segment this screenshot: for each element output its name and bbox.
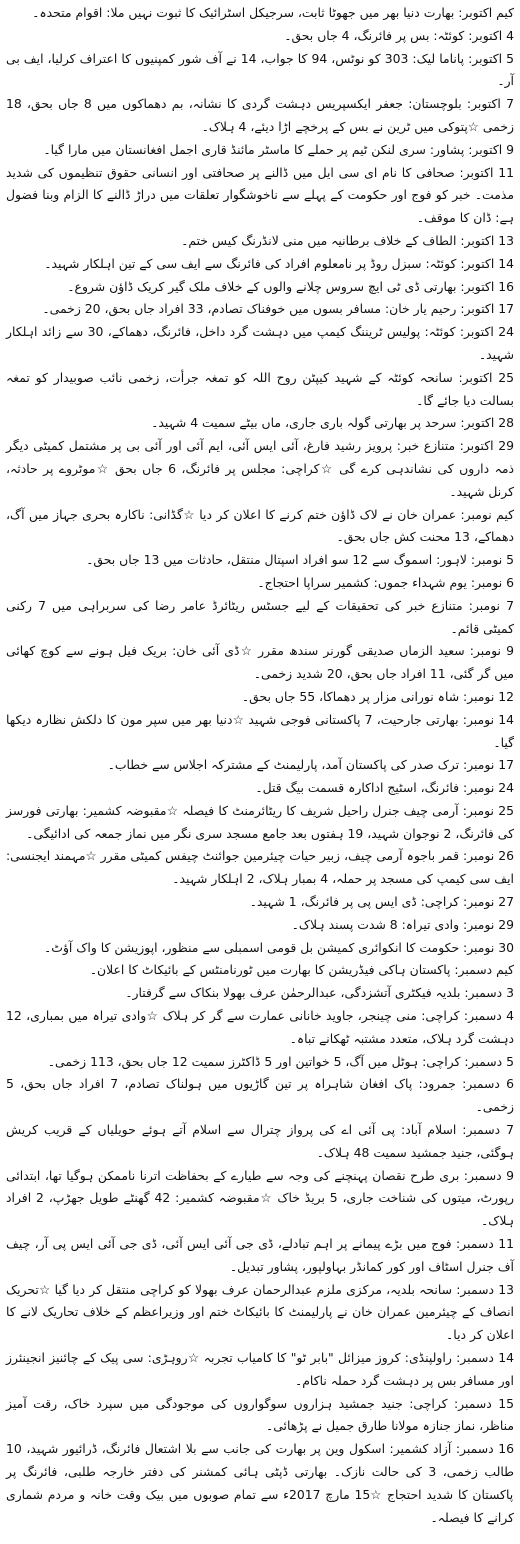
entry-nov-29: 29 نومبر: وادی تیراہ: 8 شدت پسند ہلاک۔ [291, 916, 514, 932]
entry-oct-25: 25 اکتوبر: سانحہ کوئٹہ کے شہید کیپٹن روح اللہ کو تمغہ جرأت، زخمی نائب صوبیدار کو تمغہ بسالت دیا جائے گا۔ [6, 369, 514, 408]
entry-oct-17: 17 اکتوبر: رحیم یار خان: مسافر بسوں میں خوفناک تصادم، 33 افراد جاں بحق، 20 زخمی۔ [42, 301, 514, 317]
entry-oct-9: 9 اکتوبر: پشاور: سری لنکن ٹیم پر حملے کا ماسٹر مائنڈ قاری اجمل افغانستان میں مارا گیا۔ [43, 141, 514, 157]
entry-oct-11: 11 اکتوبر: صحافی کا نام ای سی ایل میں ڈالنے پر صحافتی اور انسانی حقوق تنظیموں کی شدید مذمت۔ خبر کو فوج اور حکومت کے پہلے سے ناخوشگوار تعلقات میں دراڑ ڈالنے کا الزام وبنا فضول ہے: ڈان کا موقف۔ [6, 164, 514, 226]
entry-oct-7: 7 اکتوبر: بلوچستان: جعفر ایکسپریس دہشت گردی کا نشانہ، بم دھماکوں میں 8 جاں بحق، 18 زخمی ☆پتوکی میں ٹرین نے بس کے پرخچے اڑا دیئے، 4 ہلاک۔ [6, 96, 514, 134]
entry-oct-5: 5 اکتوبر: پاناما لیک: 303 کو نوٹس، 94 کا جواب، 14 نے آف شور کمپنیوں کا اعتراف کرلیا، ایف بی آر۔ [6, 50, 514, 89]
entry-nov-1: کیم نومبر: عمران خان نے لاک ڈاؤن ختم کرنے کا اعلان کر دیا ☆گڈانی: ناکارہ بحری جہاز میں آگ، دھماکے، 13 محنت کش جاں بحق۔ [6, 506, 514, 545]
entry-oct-29: 29 اکتوبر: متنازع خبر: پرویز رشید فارغ، آئی ایس آئی، ایم آئی اور آئی بی پر مشتمل کمیٹی دیگر ذمہ داروں کی نشاندہی کرے گی ☆کراچی: مجلس پر فائرنگ، 6 جاں بحق ☆موٹروے پر حادثہ، کرنل شہید۔ [6, 438, 514, 499]
entry-nov-12: 12 نومبر: شاہ نورانی مزار پر دھماکا، 55 جاں بحق۔ [241, 688, 514, 704]
entry-nov-7: 7 نومبر: متنازع خبر کی تحقیقات کے لیے جسٹس ریٹائرڈ عامر رضا کی سربراہی میں 7 رکنی کمیٹی قائم۔ [6, 597, 514, 636]
entry-nov-25: 25 نومبر: آرمی چیف جنرل راحیل شریف کا ریٹائرمنٹ کا فیصلہ ☆مقبوضہ کشمیر: بھارتی فورسز کی فائرنگ، 2 نوجوان شہید، 19 ہفتوں بعد جامع مسجد سری نگر میں نماز جمعہ کی ادائیگی۔ [6, 802, 514, 841]
entry-oct-28: 28 اکتوبر: سرحد پر بھارتی گولہ باری جاری، ماں بیٹے سمیت 4 شہید۔ [151, 415, 514, 431]
entry-dec-16: 16 دسمبر: آزاد کشمیر: اسکول وین پر بھارت کی جانب سے بلا اشتعال فائرنگ، ڈرائیور شہید، 10 طالب زخمی، 3 کی حالت نازک۔ بھارتی ڈپٹی ہائی کمشنر کی دفتر خارجہ طلبی، فائرنگ پر پاکستان کا شدید احتجاج ☆15 مارچ 2017ء سے تمام صوبوں میں بیک وقت خانہ و مردم شماری کرانے کا فیصلہ۔ [6, 1441, 515, 1525]
entry-oct-16: 16 اکتوبر: بھارتی ڈی ٹی ایچ سروس چلانے والوں کے خلاف ملک گیر کریک ڈاؤن شروع۔ [67, 278, 514, 294]
entry-dec-4: 4 دسمبر: کراچی: منی چینجر، جاوید خانانی عمارت سے گر کر ہلاک ☆وادی تیراہ میں بمباری، 12 دہشت گرد ہلاک، متعدد مشتبہ ٹھکانے تباہ۔ [6, 1008, 514, 1046]
entry-nov-14: 14 نومبر: بھارتی جارحیت، 7 پاکستانی فوجی شہید ☆دنیا بھر میں سپر مون کا دلکش نظارہ دیکھا گیا۔ [6, 711, 514, 750]
entry-dec-15: 15 دسمبر: کراچی: جنید جمشید ہزاروں سوگواروں کی موجودگی میں سپرد خاک، رقت آمیز مناظر، نماز جنازہ مولانا طارق جمیل نے پڑھائی۔ [6, 1395, 514, 1434]
entry-oct-14: 14 اکتوبر: کوئٹہ: سبزل روڈ پر نامعلوم افراد کی فائرنگ سے ایف سی کے تین اہلکار شہید۔ [44, 255, 514, 271]
entry-dec-5: 5 دسمبر: کراچی: ہوٹل میں آگ، 5 خواتین اور 5 ڈاکٹرز سمیت 12 جاں بحق، 113 زخمی۔ [47, 1053, 514, 1069]
entry-nov-26: 26 نومبر: قمر باجوہ آرمی چیف، زبیر حیات چیئرمین جوائنٹ چیفس کمیٹی مقرر ☆مہمند ایجنسی: ایف سی کیمپ کی مسجد پر حملہ، 4 بمبار ہلاک، 2 اہلکار شہید۔ [6, 848, 514, 887]
entry-nov-24: 24 نومبر: فائرنگ، اسٹیج اداکارہ قسمت بیگ قتل۔ [255, 780, 514, 796]
entry-nov-27: 27 نومبر: کراچی: ڈی ایس پی پر فائرنگ، 1 شہید۔ [249, 894, 514, 910]
entry-dec-1: کیم دسمبر: پاکستان ہاکی فیڈریشن کا بھارت میں ٹورنامنٹس کے بائیکاٹ کا اعلان۔ [89, 962, 514, 978]
entry-dec-14: 14 دسمبر: راولپنڈی: کروز میزائل "بابر ٹو" کا کامیاب تجربہ ☆روہڑی: سی پیک کے چائنیز انجینئرز اور مسافر بس پر دہشت گرد حملہ ناکام۔ [6, 1350, 514, 1388]
entry-nov-9: 9 نومبر: سعید الزماں صدیقی گورنر سندھ مقرر ☆ڈی آئی خان: بریک فیل ہونے سے کوچ کھائی میں گر گئی، 11 افراد جاں بحق، 20 شدید زخمی۔ [6, 643, 514, 682]
entry-oct-1: کیم اکتوبر: بھارت دنیا بھر میں جھوٹا ثابت، سرجیکل اسٹرائیک کا ثبوت نہیں ملا: اقوام متحدہ۔ [32, 5, 514, 20]
entry-oct-24: 24 اکتوبر: کوئٹہ: پولیس ٹریننگ کیمپ میں دہشت گرد داخل، فائرنگ، دھماکے، 30 سے زائد اہلکار شہید۔ [6, 324, 514, 362]
entry-nov-6: 6 نومبر: یوم شہداء جموں: کشمیر سراپا احتجاج۔ [257, 574, 514, 590]
entry-nov-5: 5 نومبر: لاہور: اسموگ سے 12 سو افراد اسپتال منتقل، حادثات میں 13 جاں بحق۔ [86, 552, 514, 568]
entry-dec-6: 6 دسمبر: جمرود: پاک افغان شاہراہ پر تین گاڑیوں میں ہولناک تصادم، 7 افراد جاں بحق، 5 زخمی۔ [6, 1076, 514, 1115]
entry-nov-17: 17 نومبر: ترک صدر کی پاکستان آمد، پارلیمنٹ کے مشترکہ اجلاس سے خطاب۔ [107, 757, 514, 773]
entry-nov-30: 30 نومبر: حکومت کا انکوائری کمیشن بل قومی اسمبلی سے منظور، اپوزیشن کا واک آؤٹ۔ [44, 939, 514, 955]
entry-dec-7: 7 دسمبر: اسلام آباد: پی آئی اے کی پرواز چترال سے اسلام آتے ہوئے حویلیاں کے قریب کریش ہوگئی، جنید جمشید سمیت 48 ہلاک۔ [6, 1122, 514, 1160]
entry-oct-13: 13 اکتوبر: الطاف کے خلاف برطانیہ میں منی لانڈرنگ کیس ختم۔ [181, 232, 514, 248]
entry-dec-3: 3 دسمبر: بلدیہ فیکٹری آتشزدگی، عبدالرحمٰن عرف بھولا بنکاک سے گرفتار۔ [125, 985, 514, 1001]
entry-dec-9: 9 دسمبر: بری طرح نقصان پہنچنے کی وجہ سے طیارے کے بحفاظت اترنا ناممکن ہوگیا تھا، ابتدائی رپورٹ، میتوں کی شناخت جاری، 5 بریڈ خاک ☆مقبوضہ کشمیر: 42 گھنٹے طویل جھڑپ، 2 افراد ہلاک۔ [6, 1167, 514, 1229]
entry-dec-13: 13 دسمبر: سانحہ بلدیہ، مرکزی ملزم عبدالرحمان عرف بھولا کو کراچی منتقل کر دیا گیا ☆تحریک انصاف کے چیئرمین عمران خان نے پارلیمنٹ کا بائیکاٹ ختم اور وزیراعظم کے خلاف تحاریک لانے کا اعلان کر دیا۔ [6, 1281, 514, 1343]
entry-dec-11: 11 دسمبر: فوج میں بڑے پیمانے پر اہم تبادلے، ڈی جی آئی ایس آئی، ڈی جی آئی ایس پی آر، چیف آف جنرل اسٹاف اور کور کمانڈر بہاولپور، پشاور تبدیل۔ [6, 1236, 514, 1274]
entry-oct-4: 4 اکتوبر: کوئٹہ: بس پر فائرنگ، 4 جاں بحق۔ [284, 27, 514, 43]
